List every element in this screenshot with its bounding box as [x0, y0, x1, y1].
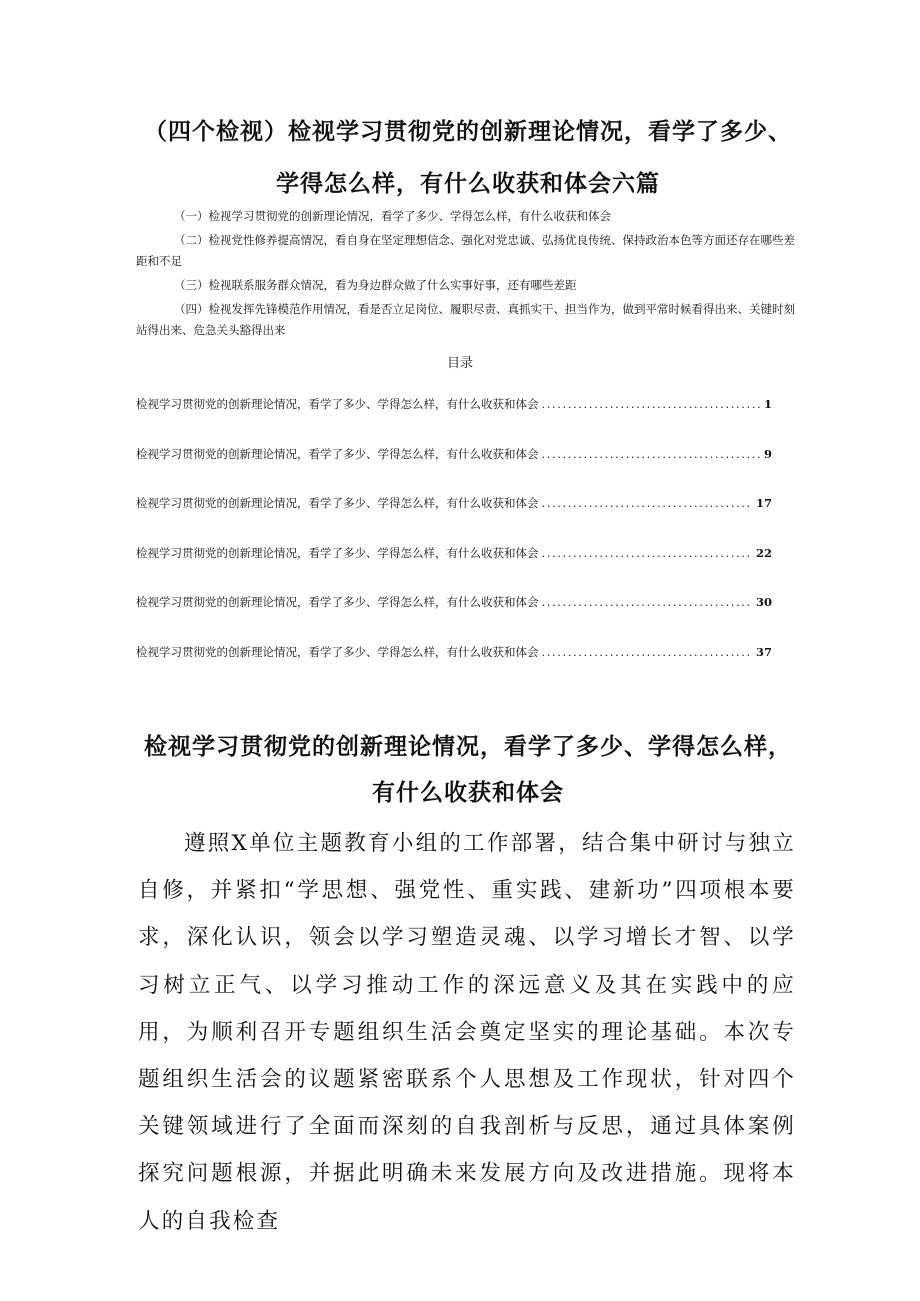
toc-page-number: 17 — [755, 496, 772, 510]
toc-entry[interactable] — [136, 592, 772, 642]
toc-entry-text: 检视学习贯彻党的创新理论情况，看学了多少、学得怎么样，有什么收获和体会 — [136, 496, 539, 510]
summary-item: （二）检视党性修养提高情况，看自身在坚定理想信念、强化对党忠诚、弘扬优良传统、保持政治本色等方面还存在哪些差距和不足 — [136, 233, 795, 268]
toc-page-number: 22 — [755, 545, 772, 560]
toc-leader-dots — [542, 493, 753, 513]
toc-entry-text: 检视学习贯彻党的创新理论情况，看学了多少、学得怎么样，有什么收获和体会 — [136, 397, 539, 411]
toc-entry-text: 检视学习贯彻党的创新理论情况，看学了多少、学得怎么样，有什么收获和体会 — [136, 595, 539, 609]
section-title: 检视学习贯彻党的创新理论情况，看学了多少、学得怎么样，有什么收获和体会 — [144, 734, 792, 806]
table-of-contents — [136, 394, 772, 691]
toc-leader-dots — [542, 394, 761, 414]
toc-entry-text: 检视学习贯彻党的创新理论情况，看学了多少、学得怎么样，有什么收获和体会 — [136, 446, 539, 461]
toc-entry-text: 检视学习贯彻党的创新理论情况，看学了多少、学得怎么样，有什么收获和体会 — [136, 545, 539, 560]
summary-item: （一）检视学习贯彻党的创新理论情况，看学了多少、学得怎么样，有什么收获和体会 — [174, 209, 611, 223]
summary-list — [136, 206, 796, 344]
toc-heading: 目录 — [446, 356, 473, 371]
body-paragraph: 遵照X单位主题教育小组的工作部署，结合集中研讨与独立自修，并紧扣“学思想、强党性、重实践、建新功”四项根本要求，深化认识，领会以学习塑造灵魂、以学习增长才智、以学习树立正气、以学习推动工作的深远意义及其在实践中的应用，为顺利召开专题组织生活会奠定坚实的理论基础。本次专题组织生活会的议题紧密联系个人思想及工作现状，针对四个关键领域进行了全面而深刻的自我剖析与反思，通过具体案例探究问题根源，并据此明确未来发展方向及改进措施。现将本人的自我检查 — [138, 831, 796, 1234]
toc-entry[interactable] — [136, 444, 772, 494]
toc-entry[interactable] — [136, 394, 772, 444]
summary-item: （四）检视发挥先锋模范作用情况，看是否立足岗位、履职尽责、真抓实干、担当作为，做到平常时候看得出来、关键时刻站得出来、危急关头豁得出来 — [136, 302, 795, 337]
toc-leader-dots — [542, 444, 761, 464]
summary-item: （三）检视联系服务群众情况，看为身边群众做了什么实事好事，还有哪些差距 — [174, 278, 577, 292]
toc-entry[interactable] — [136, 543, 772, 593]
toc-page-number: 37 — [755, 644, 772, 659]
toc-entry[interactable] — [136, 642, 772, 692]
toc-leader-dots — [542, 543, 753, 563]
toc-entry[interactable] — [136, 493, 772, 543]
document-title: （四个检视）检视学习贯彻党的创新理论情况，看学了多少、学得怎么样，有什么收获和体会六篇 — [144, 119, 792, 197]
toc-page-number: 1 — [763, 397, 772, 411]
toc-entry-text: 检视学习贯彻党的创新理论情况，看学了多少、学得怎么样，有什么收获和体会 — [136, 644, 539, 659]
toc-leader-dots — [542, 642, 753, 662]
toc-page-number: 9 — [763, 446, 772, 461]
toc-page-number: 30 — [755, 595, 772, 609]
toc-leader-dots — [542, 592, 753, 612]
